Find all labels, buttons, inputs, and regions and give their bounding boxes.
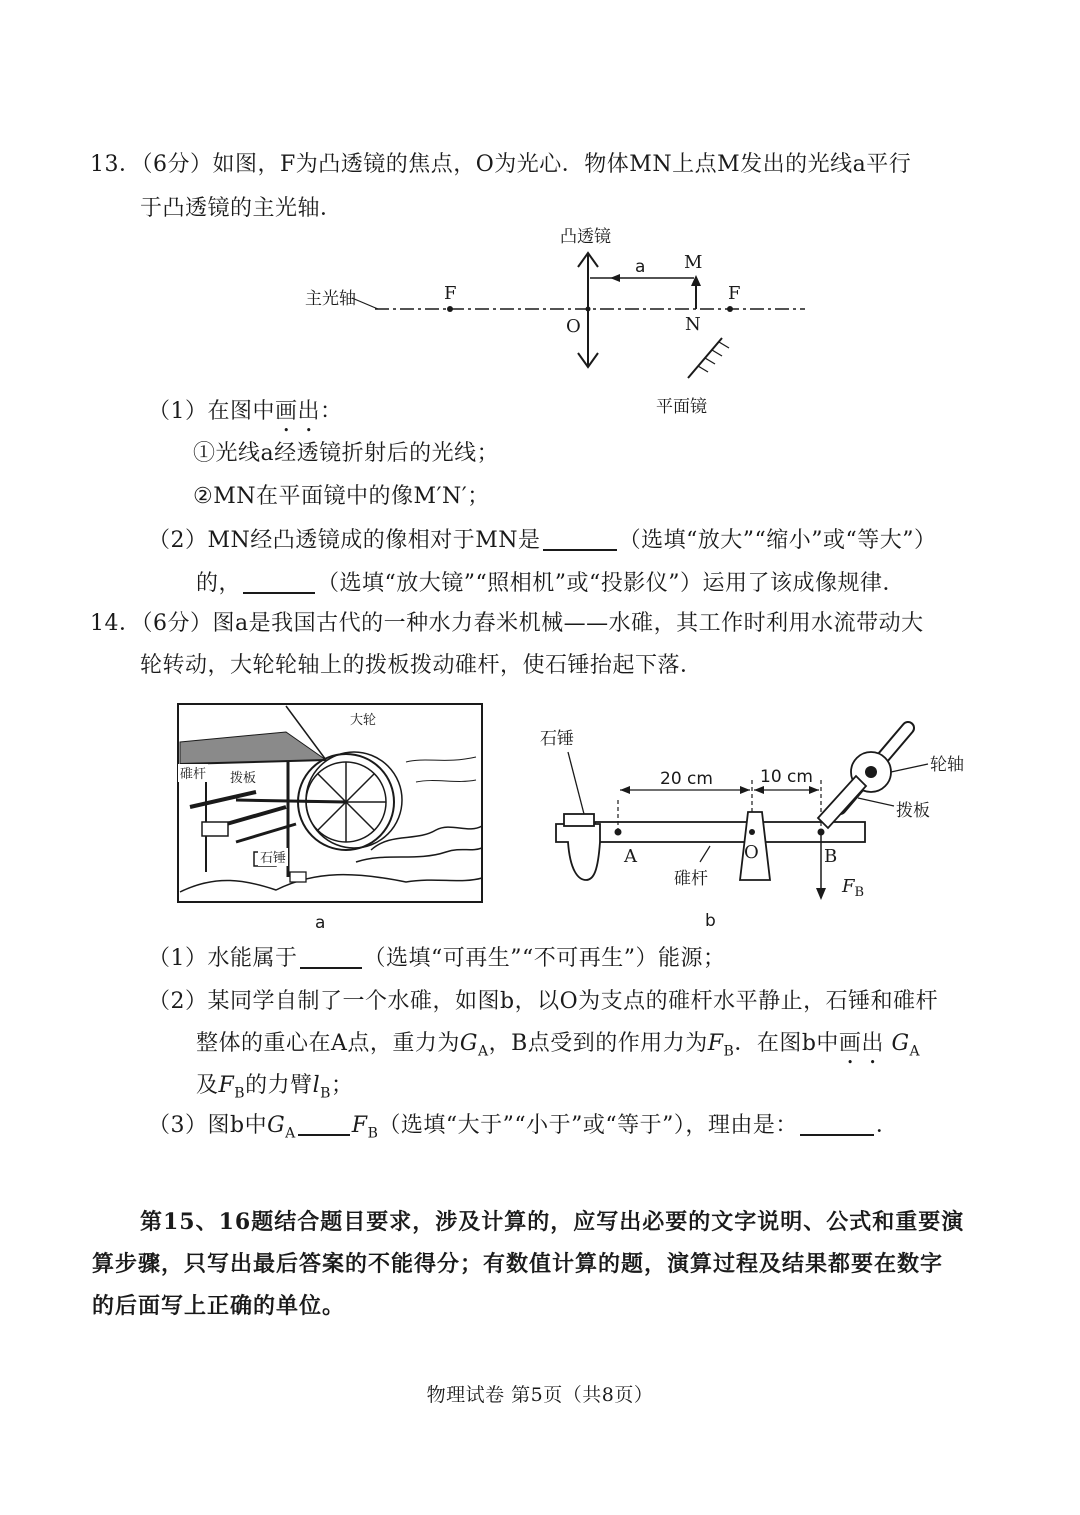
fig-b-rod-label: 碓杆 [674, 869, 708, 889]
optical-center [586, 307, 591, 312]
fig-b-caption: b [705, 911, 716, 931]
water-mill-illustration [176, 702, 486, 934]
fig-a-rod: 碓杆 [180, 767, 207, 782]
fig-a-caption: a [315, 913, 326, 933]
q14-p2-l3-c: ； [330, 1073, 354, 1098]
answer-blank[interactable] [543, 527, 617, 551]
focal-label-right: F [728, 283, 741, 304]
q14-part3 [148, 1111, 898, 1148]
q14-p2-l3-b: 的力臂 [245, 1073, 313, 1098]
q14-p2-l3-a: 及 [196, 1073, 219, 1098]
symbol-f-sub: B [234, 1085, 246, 1102]
object-arrowhead [691, 275, 701, 286]
answer-blank[interactable] [298, 1112, 350, 1136]
focal-point-right [727, 306, 733, 312]
q13-line2: 于凸透镜的主光轴． [140, 196, 343, 221]
q14-p2-l2-a: 整体的重心在A点，重力为 [196, 1031, 460, 1056]
q14-line1: 14．（6分）图a是我国古代的一种水力舂米机械——水碓，其工作时利用水流带动大 [90, 611, 924, 636]
q14-p3-c: ． [875, 1113, 899, 1138]
symbol-g: G [459, 1031, 478, 1056]
fulcrum-point [749, 829, 755, 835]
symbol-f: F [351, 1113, 368, 1138]
point-m-label: M [684, 252, 703, 273]
symbol-f-sub: B [723, 1043, 735, 1060]
fulcrum-label: O [744, 842, 759, 863]
q13-p2-a: （2）MN经凸透镜成的像相对于MN是 [148, 528, 541, 553]
q14-p1-b: （选填“可再生”“不可再生”）能源； [363, 946, 726, 971]
q13-p2-d: （选填“放大镜”“照相机”或“投影仪”）运用了该成像规律． [317, 571, 905, 596]
symbol-l: l [312, 1073, 321, 1098]
symbol-f: F [707, 1031, 724, 1056]
fig-a-paddle: 拨板 [230, 771, 257, 786]
stone-hammer [556, 824, 600, 880]
instructions-line2: 算步骤，只写出最后答案的不能得分；有数值计算的题，演算过程及结果都要在数字 [92, 1251, 944, 1277]
fig-a-hammer: 石锤 [260, 851, 287, 866]
q13-p1-dotted: 画出 [275, 399, 321, 424]
q13-p1-prefix: （1）在图中 [148, 399, 275, 424]
answer-blank[interactable] [300, 945, 362, 969]
symbol-g: G [267, 1113, 286, 1138]
q14-p2-dotted: 画出 [838, 1031, 884, 1056]
paddle [818, 776, 866, 828]
symbol-l-sub: B [320, 1085, 331, 1102]
q14-line2: 轮转动，大轮轮轴上的拨板拨动碓杆，使石锤抬起下落． [140, 653, 703, 678]
focal-label-left: F [444, 283, 457, 304]
ray-a-label: a [635, 257, 646, 277]
mirror-label: 平面镜 [656, 397, 707, 417]
q14-part2-line3 [196, 1071, 353, 1108]
symbol-g-sub: A [909, 1043, 921, 1060]
fig-b-hammer-label: 石锤 [540, 729, 574, 749]
fig-b-axle-label: 轮轴 [930, 755, 964, 775]
q13-p2-b: （选填“放大”“缩小”或“等大”） [618, 528, 937, 553]
q13-part1 [148, 397, 343, 437]
q14-part2-line1: （2）某同学自制了一个水碓，如图b，以O为支点的碓杆水平静止，石锤和碓杆 [148, 989, 939, 1014]
point-a-label: A [624, 846, 637, 867]
ray-a-arrow [610, 274, 620, 282]
q14-p3-a: （3）图b中 [148, 1113, 268, 1138]
hammer-leader [568, 752, 584, 814]
symbol-f-sub: B [367, 1125, 379, 1142]
instructions-line1: 第15、16题结合题目要求，涉及计算的，应写出必要的文字说明、公式和重要演 [140, 1209, 965, 1235]
q13-item2: ②MN在平面镜中的像M′N′； [193, 484, 490, 509]
force-fb-label: $F_B$ [842, 876, 865, 900]
q14-p1-a: （1）水能属于 [148, 946, 298, 971]
symbol-g: G [891, 1031, 910, 1056]
q14-part2-line2 [196, 1029, 920, 1069]
q13-part2-line2 [196, 569, 905, 599]
point-b-label: B [824, 846, 838, 867]
q14-p3-b: （选填“大于”“小于”或“等于”），理由是： [378, 1113, 798, 1138]
axis-label: 主光轴 [305, 289, 356, 309]
symbol-g-sub: A [285, 1125, 296, 1142]
lens-diagram [290, 220, 820, 420]
dimension-ao-label: 20 cm [660, 769, 713, 789]
answer-blank[interactable] [800, 1112, 874, 1136]
fig-b-paddle-label: 拨板 [896, 801, 930, 821]
instructions-line3: 的后面写上正确的单位。 [92, 1293, 346, 1319]
force-fb-arrow [816, 888, 826, 900]
q14-p2-l2-c: ．在图b中 [734, 1031, 839, 1056]
optical-center-label: O [566, 316, 581, 337]
lever-diagram [540, 720, 980, 934]
q14-p2-l2-b: ，B点受到的作用力为 [488, 1031, 708, 1056]
page-footer: 物理试卷 第5页（共8页） [426, 1384, 654, 1406]
symbol-f: F [218, 1073, 235, 1098]
point-a [615, 829, 622, 836]
q13-item1: ①光线a经透镜折射后的光线； [193, 441, 500, 466]
q13-part2-line1 [148, 526, 937, 556]
answer-blank[interactable] [243, 570, 315, 594]
symbol-g-sub: A [477, 1043, 489, 1060]
q14-part1 [148, 944, 726, 974]
point-n-label: N [685, 314, 701, 335]
focal-point-left [447, 306, 453, 312]
q13-p2-c: 的， [196, 571, 242, 596]
fig-a-big-wheel: 大轮 [350, 713, 377, 728]
q13-p1-suffix: ： [320, 399, 343, 424]
dimension-ob-label: 10 cm [760, 767, 813, 787]
q13-line1: 13．（6分）如图，F为凸透镜的焦点，O为光心．物体MN上点M发出的光线a平行 [90, 152, 912, 177]
lens-label: 凸透镜 [560, 227, 611, 247]
